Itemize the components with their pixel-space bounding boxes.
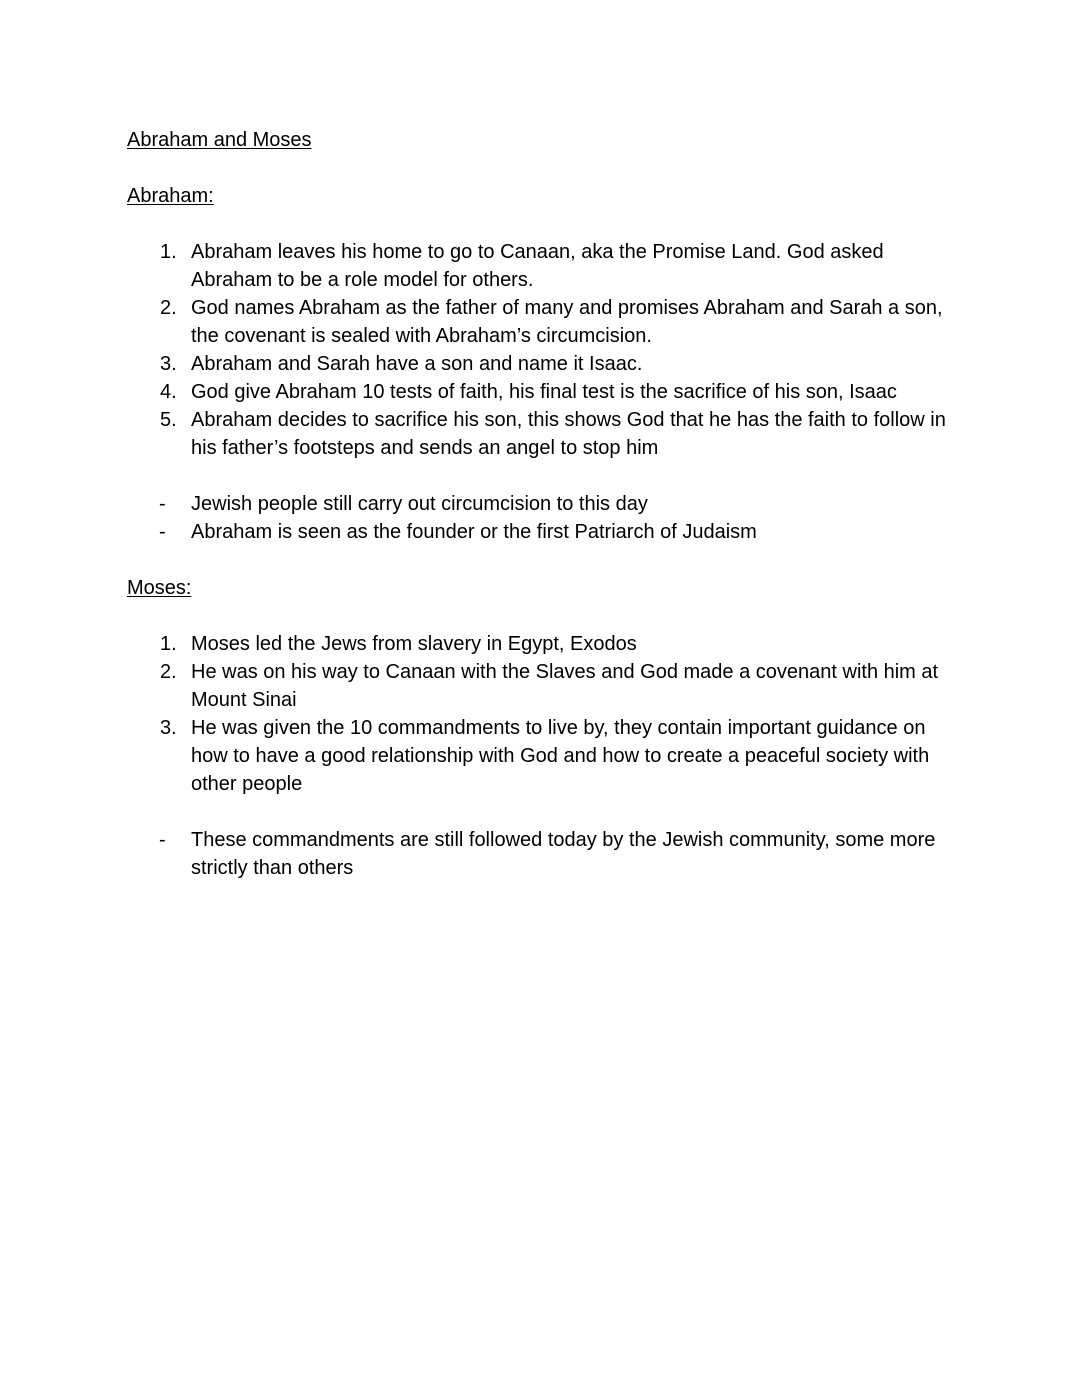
list-item — [157, 350, 957, 378]
list-item — [157, 406, 957, 462]
document-title: Abraham and Moses — [127, 129, 312, 151]
list-number: 2. — [160, 297, 177, 319]
list-item — [157, 658, 957, 714]
list-number: 4. — [160, 381, 177, 403]
list-item — [157, 378, 957, 406]
list-number: 1. — [160, 241, 177, 263]
list-item-text: He was on his way to Canaan with the Slaves and God made a covenant with him at Mount Sinai — [191, 661, 939, 711]
list-item-text: These commandments are still followed today by the Jewish community, some more strictly than others — [191, 829, 936, 879]
dash-bullet: - — [159, 521, 166, 543]
list-item — [157, 826, 957, 882]
dash-bullet: - — [159, 829, 166, 851]
list-item-text: Abraham decides to sacrifice his son, this shows God that he has the faith to follow in his father’s footsteps and sends an angel to stop him — [191, 409, 946, 459]
abraham-numbered-list — [157, 238, 957, 462]
list-item — [157, 490, 957, 518]
list-item — [157, 518, 957, 546]
list-item-text: Abraham and Sarah have a son and name it Isaac. — [191, 353, 643, 375]
list-item-text: Abraham leaves his home to go to Canaan, aka the Promise Land. God asked Abraham to be a role model for others. — [191, 241, 884, 291]
list-item — [157, 238, 957, 294]
list-item-text: Abraham is seen as the founder or the first Patriarch of Judaism — [191, 521, 757, 543]
moses-notes-list — [157, 826, 957, 882]
section-heading-moses: Moses: — [127, 577, 192, 599]
list-item — [157, 714, 957, 798]
list-number: 2. — [160, 661, 177, 683]
section-heading-abraham: Abraham: — [127, 185, 214, 207]
list-item-text: He was given the 10 commandments to live by, they contain important guidance on how to have a good relationship with God and how to create a peaceful society with other people — [191, 717, 930, 795]
list-item-text: Jewish people still carry out circumcision to this day — [191, 493, 648, 515]
list-number: 5. — [160, 409, 177, 431]
moses-numbered-list — [157, 630, 957, 798]
dash-bullet: - — [159, 493, 166, 515]
list-item-text: Moses led the Jews from slavery in Egypt, Exodos — [191, 633, 637, 655]
list-item — [157, 630, 957, 658]
abraham-notes-list — [157, 490, 957, 546]
list-number: 3. — [160, 353, 177, 375]
list-number: 3. — [160, 717, 177, 739]
list-item — [157, 294, 957, 350]
list-item-text: God give Abraham 10 tests of faith, his final test is the sacrifice of his son, Isaac — [191, 381, 897, 403]
list-item-text: God names Abraham as the father of many and promises Abraham and Sarah a son, the covenant is sealed with Abraham’s circumcision. — [191, 297, 943, 347]
list-number: 1. — [160, 633, 177, 655]
